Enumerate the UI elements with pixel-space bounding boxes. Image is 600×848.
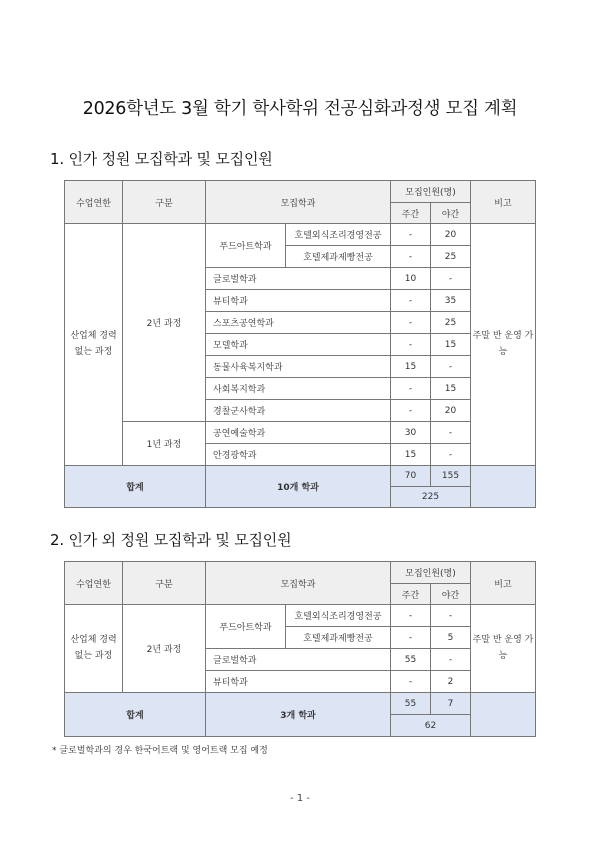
day-cell: - — [391, 224, 431, 246]
day-cell: 10 — [391, 268, 431, 290]
header-remarks: 비고 — [471, 562, 536, 605]
table-row — [65, 605, 536, 627]
total-remarks — [471, 693, 536, 737]
remarks-cell: 주말 반 운영 가능 — [471, 605, 536, 693]
day-cell: 15 — [391, 444, 431, 466]
day-cell: - — [391, 246, 431, 268]
dept-cell: 경찰군사학과 — [206, 400, 391, 422]
total-sum: 225 — [391, 487, 471, 508]
major-cell: 호텔외식조리경영전공 — [286, 605, 391, 627]
table-row — [65, 422, 536, 444]
category-cell: 2년 과정 — [123, 224, 206, 422]
table-row — [65, 224, 536, 246]
day-cell: - — [391, 627, 431, 649]
page-number: - 1 - — [290, 793, 310, 804]
total-night: 7 — [431, 693, 471, 715]
section1-heading: 1. 인가 정원 모집학과 및 모집인원 — [50, 150, 273, 168]
night-cell: - — [431, 444, 471, 466]
total-dept-count: 3개 학과 — [206, 693, 391, 737]
remarks-cell: 주말 반 운영 가능 — [471, 224, 536, 466]
section2-heading: 2. 인가 외 정원 모집학과 및 모집인원 — [50, 531, 292, 549]
term-cell: 산업체 경력 없는 과정 — [65, 605, 123, 693]
header-term: 수업연한 — [65, 562, 123, 605]
header-day: 주간 — [391, 203, 431, 224]
header-night: 야간 — [431, 584, 471, 605]
dept-cell: 안경광학과 — [206, 444, 391, 466]
dept-cell: 푸드아트학과 — [206, 224, 286, 268]
day-cell: - — [391, 334, 431, 356]
dept-cell: 글로벌학과 — [206, 268, 391, 290]
major-cell: 호텔외식조리경영전공 — [286, 224, 391, 246]
total-day: 70 — [391, 466, 431, 487]
night-cell: - — [431, 649, 471, 671]
header-category: 구분 — [123, 181, 206, 224]
night-cell: 25 — [431, 312, 471, 334]
night-cell: 35 — [431, 290, 471, 312]
header-department: 모집학과 — [206, 562, 391, 605]
day-cell: 30 — [391, 422, 431, 444]
day-cell: - — [391, 378, 431, 400]
major-cell: 호텔제과제빵전공 — [286, 246, 391, 268]
header-term: 수업연한 — [65, 181, 123, 224]
header-quota: 모집인원(명) — [391, 181, 471, 203]
total-sum: 62 — [391, 715, 471, 737]
day-cell: - — [391, 290, 431, 312]
night-cell: 15 — [431, 378, 471, 400]
category-cell: 2년 과정 — [123, 605, 206, 693]
table-approved-quota — [64, 180, 536, 508]
major-cell: 호텔제과제빵전공 — [286, 627, 391, 649]
dept-cell: 글로벌학과 — [206, 649, 391, 671]
total-label: 합계 — [65, 466, 206, 508]
night-cell: 15 — [431, 334, 471, 356]
night-cell: - — [431, 268, 471, 290]
dept-cell: 스포츠공연학과 — [206, 312, 391, 334]
category-cell: 1년 과정 — [123, 422, 206, 466]
header-quota: 모집인원(명) — [391, 562, 471, 584]
header-remarks: 비고 — [471, 181, 536, 224]
night-cell: 20 — [431, 224, 471, 246]
dept-cell: 동물사육복지학과 — [206, 356, 391, 378]
day-cell: - — [391, 312, 431, 334]
header-department: 모집학과 — [206, 181, 391, 224]
night-cell: 2 — [431, 671, 471, 693]
total-night: 155 — [431, 466, 471, 487]
day-cell: - — [391, 605, 431, 627]
total-dept-count: 10개 학과 — [206, 466, 391, 508]
night-cell: - — [431, 422, 471, 444]
day-cell: - — [391, 400, 431, 422]
night-cell: - — [431, 356, 471, 378]
total-row — [65, 466, 536, 487]
total-remarks — [471, 466, 536, 508]
header-category: 구분 — [123, 562, 206, 605]
dept-cell: 모델학과 — [206, 334, 391, 356]
night-cell: 20 — [431, 400, 471, 422]
dept-cell: 사회복지학과 — [206, 378, 391, 400]
term-cell: 산업체 경력 없는 과정 — [65, 224, 123, 466]
document-title: 2026학년도 3월 학기 학사학위 전공심화과정생 모집 계획 — [82, 99, 518, 119]
table-extra-quota — [64, 561, 536, 737]
total-row — [65, 693, 536, 715]
dept-cell: 뷰티학과 — [206, 671, 391, 693]
dept-cell: 공연예술학과 — [206, 422, 391, 444]
night-cell: 25 — [431, 246, 471, 268]
footnote: * 글로벌학과의 경우 한국어트랙 및 영어트랙 모집 예정 — [52, 746, 268, 756]
dept-cell: 푸드아트학과 — [206, 605, 286, 649]
total-label: 합계 — [65, 693, 206, 737]
header-day: 주간 — [391, 584, 431, 605]
day-cell: - — [391, 671, 431, 693]
dept-cell: 뷰티학과 — [206, 290, 391, 312]
night-cell: - — [431, 605, 471, 627]
day-cell: 55 — [391, 649, 431, 671]
night-cell: 5 — [431, 627, 471, 649]
header-night: 야간 — [431, 203, 471, 224]
day-cell: 15 — [391, 356, 431, 378]
total-day: 55 — [391, 693, 431, 715]
